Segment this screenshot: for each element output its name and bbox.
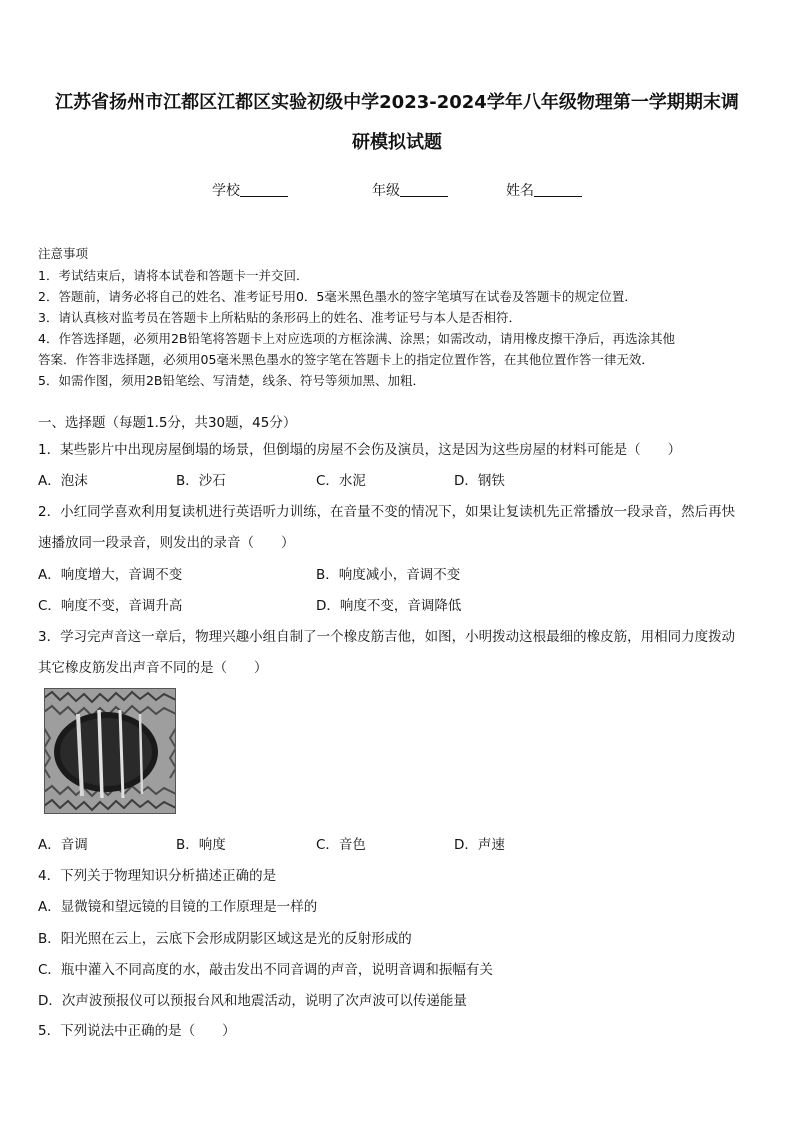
note-item: 1．考试结束后，请将本试卷和答题卡一并交回． [38,268,309,283]
q4-option-c: C．瓶中灌入不同高度的水，敲击发出不同音调的声音，说明音调和振幅有关 [38,962,493,978]
note-item: 3．请认真核对监考员在答题卡上所粘贴的条形码上的姓名、准考证号与本人是否相符． [38,310,521,325]
section-heading: 一、选择题（每题1.5分，共30题，45分） [38,415,297,431]
q2-option-c: C．响度不变，音调升高 [38,598,183,614]
q2-stem-line1: 2．小红同学喜欢利用复读机进行英语听力训练，在音量不变的情况下，如果让复读机先正常播放一段录音，然后再快 [38,504,736,520]
name-blank [534,182,582,197]
q4-option-b: B．阳光照在云上，云底下会形成阴影区域这是光的反射形成的 [38,931,412,947]
q2-option-b: B．响度减小，音调不变 [316,567,461,583]
q2-option-d: D．响度不变，音调降低 [316,598,462,614]
grade-field [372,180,448,200]
q3-stem-line2: 其它橡皮筋发出声音不同的是（ ） [38,660,268,676]
school-label: 学校 [212,183,240,199]
note-item: 5．如需作图，须用2B铅笔绘、写清楚，线条、符号等须加黑、加粗． [38,373,425,388]
q4-option-a: A．显微镜和望远镜的目镜的工作原理是一样的 [38,899,318,915]
note-item: 答案．作答非选择题，必须用05毫米黑色墨水的签字笔在答题卡上的指定位置作答，在其他位置作答一律无效． [38,352,654,367]
q3-option-c: C．音色 [316,837,366,853]
note-item: 4．作答选择题，必须用2B铅笔将答题卡上对应选项的方框涂满、涂黑；如需改动，请用橡皮擦干净后，再选涂其他 [38,331,675,346]
q3-stem-line1: 3．学习完声音这一章后，物理兴趣小组自制了一个橡皮筋吉他，如图，小明拨动这根最细的橡皮筋，用相同力度拨动 [38,629,736,645]
q2-option-a: A．响度增大，音调不变 [38,567,183,583]
q3-option-b: B．响度 [176,837,226,853]
exam-title-line2: 研模拟试题 [352,132,442,153]
school-field [212,180,288,200]
q1-stem: 1．某些影片中出现房屋倒塌的场景，但倒塌的房屋不会伤及演员，这是因为这些房屋的材料可能是（ ） [38,442,682,458]
note-item: 2．答题前，请务必将自己的姓名、准考证号用0．5毫米黑色墨水的签字笔填写在试卷及答题卡的规定位置． [38,289,637,304]
q5-stem: 5．下列说法中正确的是（ ） [38,1023,236,1039]
rubber-band-guitar-photo [44,688,176,814]
grade-blank [400,182,448,197]
notes-heading: 注意事项 [38,246,89,261]
q1-option-a: A．泡沫 [38,473,88,489]
q1-option-d: D．钢铁 [454,473,505,489]
q2-stem-line2: 速播放同一段录音，则发出的录音（ ） [38,535,295,551]
q4-option-d: D．次声波预报仪可以预报台风和地震活动，说明了次声波可以传递能量 [38,993,467,1009]
school-blank [240,182,288,197]
q4-stem: 4．下列关于物理知识分析描述正确的是 [38,868,277,884]
name-field [506,180,582,200]
rubber-band-guitar-figure [44,688,176,814]
q1-option-b: B．沙石 [176,473,226,489]
exam-title-line1: 江苏省扬州市江都区江都区实验初级中学2023-2024学年八年级物理第一学期期末调 [55,92,739,113]
q3-option-d: D．声速 [454,837,505,853]
q1-option-c: C．水泥 [316,473,366,489]
grade-label: 年级 [372,183,400,199]
name-label: 姓名 [506,183,534,199]
q3-option-a: A．音调 [38,837,88,853]
